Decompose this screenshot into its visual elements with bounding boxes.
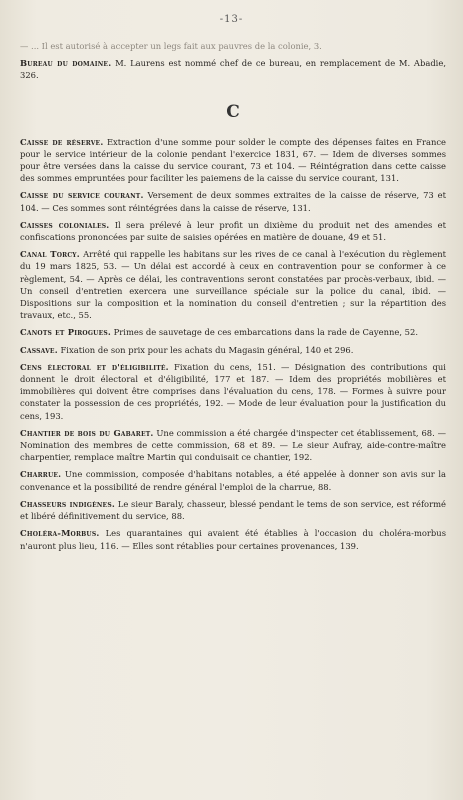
entry-text: Arrêté qui rappelle les habitans sur les rives de ce canal à l'exécution du règlement du 19 mars 1825, 53. — Un délai est accordé à ceux en contravention pour se conformer à ce règlement, 54. — Après ce délai, les contraventions seront constatées par procès-verbaux, ibid. — Un conseil d'entretien exercera une surveillance spéciale sur la police du canal, ibid. — Dispositions sur la composition et la nomination du conseil d'entretien ; sur la répartition des travaux, etc., 55. — [20, 249, 446, 321]
entry-headword: Caisse de réserve. — [20, 136, 104, 147]
index-entry-top-1 — [20, 40, 446, 52]
entry-headword: Cassave. — [20, 344, 58, 355]
entry-text: Versement de deux sommes extraites de la caisse de réserve, 73 et 104. — Ces sommes sont réintégrées dans la caisse de réserve, 131. — [20, 190, 446, 213]
index-entry-canal-torcy — [20, 248, 446, 321]
entry-headword: Chasseurs indigènes. — [20, 498, 115, 509]
index-entry-chasseurs — [20, 498, 446, 522]
index-entry-cassave — [20, 344, 446, 356]
entry-headword: Caisses coloniales. — [20, 219, 110, 230]
index-entry-cens — [20, 361, 446, 422]
entry-headword: Charrue. — [20, 469, 62, 480]
index-entry-chantier — [20, 427, 446, 464]
index-entry-charrue — [20, 468, 446, 492]
entry-headword: Canots et Pirogues. — [20, 327, 111, 338]
index-entry-cholera — [20, 527, 446, 551]
entry-text: M. Laurens est nommé chef de ce bureau, en remplacement de M. Abadie, 326. — [20, 58, 446, 81]
entry-text: Fixation du cens, 151. — Désignation des contributions qui donnent le droit électoral et d'éligibilité, 177 et 187. — Idem des propriétés mobilières et immobilières qui doivent être comprises dans l'évaluation du cens, 178. — Formes à suivre pour constater la possession de ces propriétés, 192. — Mode de leur évaluation pour la justification du cens, 193. — [20, 361, 446, 421]
entry-text: Primes de sauvetage de ces embarcations dans la rade de Cayenne, 52. — [113, 327, 418, 338]
entry-headword: Bureau du domaine. — [20, 58, 112, 69]
entry-text: Une commission, composée d'habitans notables, a été appelée à donner son avis sur la convenance et la possibilité de rendre général l'emploi de la charrue, 88. — [20, 469, 446, 492]
page-folio: -13- — [219, 14, 244, 25]
index-content — [20, 40, 446, 557]
index-entry-caisses-coloniales — [20, 219, 446, 243]
entry-text: Une commission a été chargée d'inspecter cet établissement, 68. — Nomination des membres de cette commission, 68 et 89. — Le sieur Aufray, aide-contre-maître charpentier, remplace maître Martin qui conduisait ce chantier, 192. — [20, 427, 446, 463]
entry-text: Extraction d'une somme pour solder le compte des dépenses faites en France pour le service intérieur de la colonie pendant l'exercice 1831, 67. — Idem de diverses sommes pour être versées dans la caisse du service courant, 73 et 104. — Réintégration dans cette caisse des sommes empruntées pour faciliter les paiemens de la caisse du service courant, 131. — [20, 136, 446, 184]
entry-text: Il sera prélevé à leur profit un dixième du produit net des amendes et confiscations prononcées par suite de saisies opérées en matière de douane, 49 et 51. — [20, 219, 446, 243]
entry-text: Le sieur Baraly, chasseur, blessé pendant le tems de son service, est réformé et libéré définitivement du service, 88. — [20, 498, 446, 522]
entry-headword: Choléra-Morbus. — [20, 528, 100, 539]
index-entry-caisse-reserve — [20, 136, 446, 185]
index-entry-canots — [20, 326, 446, 338]
index-entry-caisse-service — [20, 189, 446, 213]
entry-text: Fixation de son prix pour les achats du Magasin général, 140 et 296. — [60, 344, 354, 355]
entry-text: Les quarantaines qui avaient été établies à l'occasion du choléra-morbus n'auront plus lieu, 116. — Elles sont rétablies pour certaines provenances, 139. — [20, 528, 446, 551]
entry-text: — ... Il est autorisé à accepter un legs fait aux pauvres de la colonie, 3. — [20, 41, 322, 51]
entry-headword: Caisse du service courant. — [20, 190, 144, 201]
entry-headword: Canal Torcy. — [20, 249, 80, 260]
index-entry-bureau-domaine — [20, 57, 446, 81]
section-letter: C — [226, 101, 240, 122]
entry-headword: Chantier de bois du Gabaret. — [20, 427, 154, 438]
entry-headword: Cens électoral et d'éligibilité. — [20, 361, 169, 372]
